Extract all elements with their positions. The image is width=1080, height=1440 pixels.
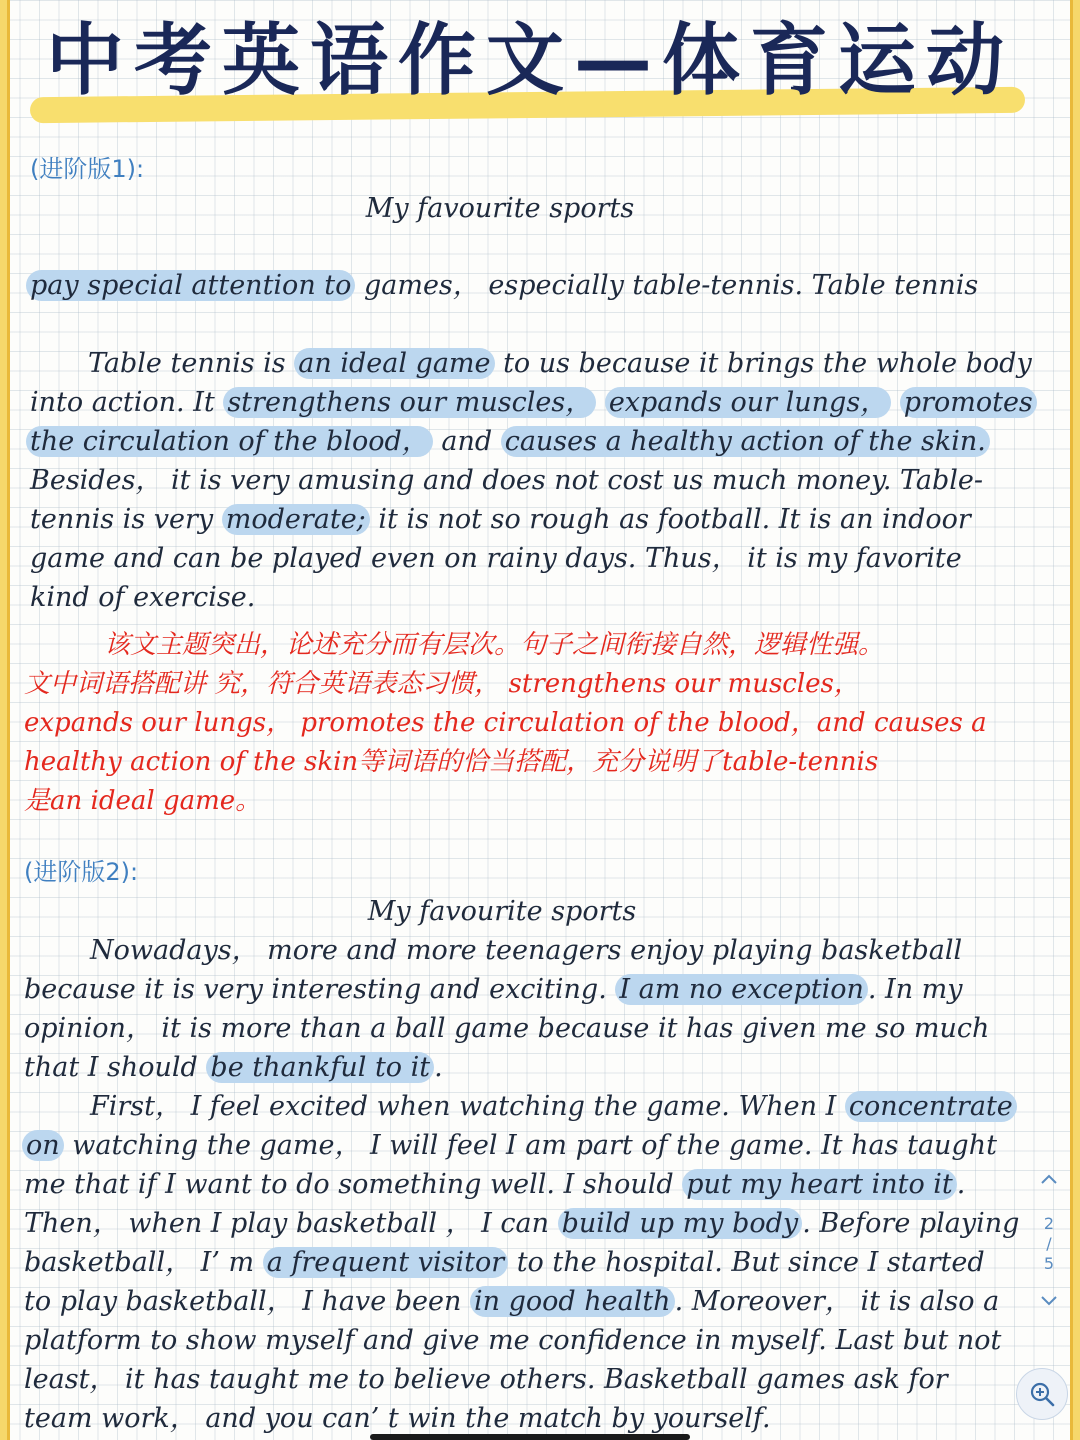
section2-essay-title: My favourite sports: [367, 896, 637, 927]
chevron-up-icon[interactable]: [1034, 1168, 1064, 1190]
s2-line-2: [24, 973, 963, 1007]
s2-line-1: Nowadays， more and more teenagers enjoy playing basketball: [90, 935, 963, 966]
s1-highlight-strengthens: strengthens our muscles，: [223, 387, 596, 418]
page-navigator: [1034, 1168, 1064, 1318]
s1-line-2-text: games， especially table-tennis. Table tennis: [355, 270, 979, 301]
section1-label: (进阶版1):: [30, 155, 145, 183]
s2-line-2-text-a: because it is very interesting and exciting.: [24, 974, 607, 1005]
s2-line-9-text-a: basketball， I’ m: [24, 1247, 263, 1278]
s1-highlight-healthy-action: causes a healthy action of the skin.: [501, 426, 990, 457]
s2-line-8-text-a: Then， when I play basketball ， I can: [24, 1208, 558, 1239]
s2-line-3: opinion， it is more than a ball game because it has given me so much: [24, 1013, 990, 1044]
s1-highlight-promotes: promotes: [900, 387, 1037, 418]
s1-line-9: [30, 542, 962, 576]
s1-line-5-text-a: into action. It: [30, 387, 224, 418]
zoom-in-icon: [1028, 1380, 1056, 1408]
s2-line-8-text-b: . Before playing: [802, 1208, 1020, 1239]
s2-line-7: [24, 1168, 965, 1202]
s1-highlight-expands: expands our lungs，: [605, 387, 891, 418]
s2-highlight-on: on: [22, 1130, 64, 1161]
comment-line-5: 是an ideal game。: [24, 786, 262, 816]
s1-highlight-ideal-game: an ideal game: [294, 348, 494, 379]
s1-line-8-text-a: tennis is very: [30, 504, 222, 535]
s2-line-9: [24, 1246, 985, 1280]
s1-line-7: [30, 464, 983, 498]
s2-line-9-text-b: to the hospital. But since I started: [508, 1247, 985, 1278]
s1-line-2: [26, 269, 978, 303]
s2-line-6-text: watching the game， I will feel I am part of the game. It has taught: [63, 1130, 997, 1161]
comment-line-3: expands our lungs， promotes the circulation of the blood，and causes a: [24, 708, 987, 738]
s2-line-7-text-a: me that if I want to do something well. I should: [24, 1169, 683, 1200]
s1-line-8: [30, 503, 971, 537]
comment-line-2: 文中词语搭配讲 究，符合英语表态习惯， strengthens our muscles，: [24, 669, 860, 699]
page-title: 中考英语作文—体育运动: [45, 16, 1014, 106]
s1-line-6-and: and: [432, 426, 501, 457]
s2-line-8: [24, 1207, 1019, 1241]
comment-line-4: healthy action of the skin等词语的恰当搭配，充分说明了table-tennis: [24, 747, 879, 777]
s1-line-8-text-b: it is not so rough as football. It is an indoor: [369, 504, 971, 535]
s1-line-4-text-a: Table tennis is: [88, 348, 295, 379]
right-page-edge: [1070, 0, 1080, 1440]
page-separator: /: [1046, 1234, 1052, 1253]
s2-line-13: team work， and you can’ t win the match by yourself.: [24, 1403, 771, 1434]
s2-highlight-good-health: in good health: [470, 1286, 675, 1317]
s2-line-10: [24, 1285, 999, 1319]
s2-line-4-text-b: .: [434, 1052, 443, 1083]
s2-line-4: [24, 1051, 443, 1085]
s1-line-6: [26, 425, 990, 459]
title-area: [30, 10, 1030, 130]
s2-highlight-frequent-visitor: a frequent visitor: [263, 1247, 508, 1278]
s1-line-10: [30, 581, 255, 615]
s1-highlight-circulation: the circulation of the blood，: [26, 426, 433, 457]
section2-label: (进阶版2):: [24, 858, 139, 886]
s2-line-11: platform to show myself and give me confidence in myself. Last but not: [24, 1325, 1002, 1356]
zoom-in-button[interactable]: [1016, 1368, 1068, 1420]
s2-line-5: [90, 1090, 1017, 1124]
s2-line-7-text-b: .: [956, 1169, 966, 1200]
section1-essay-title: My favourite sports: [365, 193, 635, 224]
s2-line-4-text-a: that I should: [24, 1052, 207, 1083]
scroll-indicator[interactable]: [370, 1434, 690, 1440]
s2-highlight-concentrate: concentrate: [845, 1091, 1017, 1122]
chevron-down-icon[interactable]: [1034, 1290, 1064, 1312]
s1-line-7-text: Besides， it is very amusing and does not cost us much money. Table-: [30, 465, 984, 496]
s2-line-6: [22, 1129, 997, 1163]
s2-line-10-text-b: . Moreover， it is also a: [674, 1286, 1000, 1317]
s2-highlight-heart: put my heart into it: [682, 1169, 957, 1200]
s2-line-2-text-b: . In my: [867, 974, 963, 1005]
s2-line-12: least， it has taught me to believe others. Basketball games ask for: [24, 1364, 948, 1395]
s2-highlight-thankful: be thankful to it: [206, 1052, 434, 1083]
s2-line-10-text-a: to play basketball， I have been: [24, 1286, 470, 1317]
s1-line-4: [88, 347, 1032, 381]
s1-line-10-text: kind of exercise.: [30, 582, 256, 613]
s1-line-4-text-b: to us because it brings the whole body: [494, 348, 1032, 379]
s1-highlight-pay-attention: pay special attention to: [26, 270, 355, 301]
comment-line-1: 该文主题突出，论述充分而有层次。句子之间衔接自然，逻辑性强。: [104, 630, 885, 660]
page-total: 5: [1043, 1254, 1055, 1273]
s1-line-9-text: game and can be played even on rainy days. Thus， it is my favorite: [30, 543, 962, 574]
s2-highlight-build-up: build up my body: [558, 1208, 803, 1239]
s1-highlight-moderate: moderate;: [222, 504, 370, 535]
s2-highlight-no-exception: I am no exception: [615, 974, 867, 1005]
s2-line-5-text-a: First， I feel excited when watching the game. When I: [90, 1091, 845, 1122]
page-current: 2: [1043, 1214, 1055, 1233]
s1-line-5: [30, 386, 1037, 420]
